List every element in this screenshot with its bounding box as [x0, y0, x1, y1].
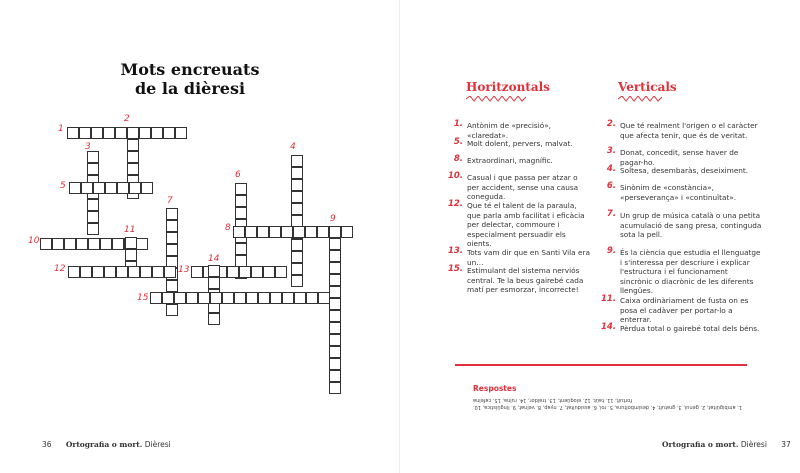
grid-cell[interactable] — [186, 292, 198, 304]
grid-number-8: 8 — [225, 223, 231, 233]
grid-cell[interactable] — [329, 334, 341, 346]
grid-cell[interactable] — [222, 292, 234, 304]
grid-number-6: 6 — [235, 170, 241, 180]
grid-cell[interactable] — [151, 127, 163, 139]
grid-cell[interactable] — [291, 239, 303, 251]
grid-cell[interactable] — [291, 203, 303, 215]
clue-horizontal-5: 5. Molt dolent, pervers, malvat. — [453, 137, 573, 148]
grid-cell[interactable] — [251, 266, 263, 278]
horizontals-underline — [466, 96, 526, 102]
grid-cell[interactable] — [208, 277, 220, 289]
grid-number-1: 1 — [58, 124, 64, 134]
grid-cell[interactable] — [116, 266, 128, 278]
page-number: 37 — [781, 440, 791, 449]
grid-cell[interactable] — [164, 266, 176, 278]
clue-vertical-4: 4. Soltesa, desembaràs, deseiximent. — [606, 164, 749, 175]
grid-cell[interactable] — [329, 322, 341, 334]
grid-cell[interactable] — [166, 220, 178, 232]
grid-cell[interactable] — [150, 292, 162, 304]
clue-vertical-6: 6. Sinònim de «constància», «perseverança» i «continuïtat». — [606, 181, 737, 202]
grid-cell[interactable] — [162, 292, 174, 304]
grid-number-11: 11 — [124, 225, 136, 235]
grid-cell[interactable] — [294, 292, 306, 304]
grid-cell[interactable] — [103, 127, 115, 139]
footer-book-title: Ortografia o mort. — [662, 440, 739, 449]
grid-cell[interactable] — [141, 182, 153, 194]
grid-cell[interactable] — [291, 179, 303, 191]
grid-cell[interactable] — [125, 249, 137, 261]
grid-cell[interactable] — [166, 304, 178, 316]
clue-horizontal-13: 13. Tots vam dir que en Santi Vila era un… — [447, 246, 590, 267]
grid-cell[interactable] — [329, 226, 341, 238]
grid-cell[interactable] — [104, 266, 116, 278]
grid-cell[interactable] — [291, 275, 303, 287]
grid-cell[interactable] — [198, 292, 210, 304]
grid-cell[interactable] — [329, 370, 341, 382]
grid-cell[interactable] — [329, 298, 341, 310]
grid-cell[interactable] — [235, 243, 247, 255]
grid-cell[interactable] — [234, 292, 246, 304]
footer-chapter: Dièresi — [740, 440, 767, 449]
clue-horizontal-15: 15. Estimulant del sistema nerviós central. Te la beus gairebé cada matí per esmorzar, incorrecte! — [447, 264, 584, 295]
grid-number-10: 10 — [28, 236, 40, 246]
horizontals-heading: Horitzontals — [466, 80, 550, 94]
grid-number-3: 3 — [85, 142, 91, 152]
grid-cell[interactable] — [112, 238, 124, 250]
grid-cell[interactable] — [79, 127, 91, 139]
grid-cell[interactable] — [317, 226, 329, 238]
grid-cell[interactable] — [291, 167, 303, 179]
grid-cell[interactable] — [166, 232, 178, 244]
grid-cell[interactable] — [341, 226, 353, 238]
grid-cell[interactable] — [105, 182, 117, 194]
grid-cell[interactable] — [174, 292, 186, 304]
clue-vertical-7: 7. Un grup de música català o una petita acumulació de sang presa, continguda sota la pell. — [606, 209, 762, 240]
grid-cell[interactable] — [68, 266, 80, 278]
title-line-2: de la dièresi — [134, 79, 246, 98]
answers-heading: Respostes — [473, 384, 517, 393]
clue-vertical-9: 9. És la ciència que estudia el llenguatge i s'interessa per descriure i explicar l'estructura i el funcionament sincrònic o diacrònic de les diferents llengües. — [606, 246, 761, 296]
grid-cell[interactable] — [67, 127, 79, 139]
grid-cell[interactable] — [88, 238, 100, 250]
grid-cell[interactable] — [115, 127, 127, 139]
clue-vertical-2: 2. Que té realment l'origen o el caràcter que afecta tenir, que és de veritat. — [606, 119, 758, 140]
grid-cell[interactable] — [76, 238, 88, 250]
grid-cell[interactable] — [81, 182, 93, 194]
footer-book-title: Ortografia o mort. — [65, 440, 143, 449]
grid-cell[interactable] — [69, 182, 81, 194]
grid-cell[interactable] — [291, 263, 303, 275]
clue-horizontal-1: 1. Antònim de «precisió», «claredat». — [453, 119, 552, 140]
grid-cell[interactable] — [291, 251, 303, 263]
grid-cell[interactable] — [306, 292, 318, 304]
grid-number-4: 4 — [290, 142, 296, 152]
verticals-heading: Verticals — [618, 80, 677, 94]
grid-cell[interactable] — [87, 211, 99, 223]
grid-cell[interactable] — [329, 274, 341, 286]
grid-cell[interactable] — [281, 226, 293, 238]
grid-number-12: 12 — [54, 264, 66, 274]
grid-cell[interactable] — [92, 266, 104, 278]
right-page — [400, 0, 800, 473]
grid-cell[interactable] — [263, 266, 275, 278]
grid-cell[interactable] — [291, 191, 303, 203]
grid-cell[interactable] — [136, 238, 148, 250]
page-number: 36 — [42, 440, 52, 449]
grid-number-14: 14 — [208, 254, 220, 264]
grid-cell[interactable] — [100, 238, 112, 250]
grid-cell[interactable] — [208, 313, 220, 325]
grid-cell[interactable] — [127, 151, 139, 163]
clue-vertical-14: 14. Pèrdua total o gairebé total dels béns. — [600, 322, 760, 333]
grid-cell[interactable] — [329, 286, 341, 298]
grid-cell[interactable] — [329, 262, 341, 274]
grid-cell[interactable] — [270, 292, 282, 304]
grid-cell[interactable] — [258, 292, 270, 304]
grid-number-9: 9 — [330, 214, 336, 224]
grid-cell[interactable] — [87, 199, 99, 211]
clue-horizontal-12: 12. Que té el talent de la paraula, que parla amb facilitat i eficàcia per delectar, commoure i especialment persuadir els oients. — [447, 199, 585, 249]
grid-cell[interactable] — [329, 358, 341, 370]
grid-cell[interactable] — [152, 266, 164, 278]
grid-cell[interactable] — [257, 226, 269, 238]
grid-number-13: 13 — [178, 265, 190, 275]
grid-cell[interactable] — [87, 223, 99, 235]
grid-cell[interactable] — [129, 182, 141, 194]
grid-cell[interactable] — [210, 292, 222, 304]
right-footer — [662, 440, 791, 449]
grid-cell[interactable] — [175, 127, 187, 139]
grid-cell[interactable] — [329, 346, 341, 358]
grid-cell[interactable] — [163, 127, 175, 139]
grid-cell[interactable] — [235, 207, 247, 219]
grid-cell[interactable] — [127, 127, 139, 139]
grid-cell[interactable] — [93, 182, 105, 194]
verticals-underline — [618, 96, 662, 102]
footer-chapter: Dièresi — [144, 440, 171, 449]
clue-vertical-11: 11. Caixa ordinàriament de fusta on es posa el cadàver per portar-lo a enterrar. — [600, 294, 749, 325]
grid-cell[interactable] — [166, 244, 178, 256]
grid-cell[interactable] — [291, 155, 303, 167]
grid-cell[interactable] — [293, 226, 305, 238]
clue-vertical-3: 3. Donat, concedit, sense haver de pagar-ho. — [606, 146, 739, 167]
left-footer — [42, 440, 171, 449]
clue-horizontal-8: 8. Extraordinari, magnífic. — [453, 154, 553, 165]
grid-cell[interactable] — [235, 183, 247, 195]
grid-cell[interactable] — [275, 266, 287, 278]
clue-horizontal-10: 10. Casual i que passa per atzar o per accident, sense una causa coneguda. — [447, 171, 579, 202]
grid-cell[interactable] — [305, 226, 317, 238]
grid-cell[interactable] — [127, 139, 139, 151]
grid-cell[interactable] — [80, 266, 92, 278]
grid-cell[interactable] — [233, 226, 245, 238]
grid-cell[interactable] — [246, 292, 258, 304]
grid-number-7: 7 — [167, 196, 173, 206]
grid-cell[interactable] — [40, 238, 52, 250]
grid-cell[interactable] — [239, 266, 251, 278]
grid-cell[interactable] — [91, 127, 103, 139]
page-title — [120, 60, 260, 98]
grid-cell[interactable] — [128, 266, 140, 278]
grid-cell[interactable] — [139, 127, 151, 139]
grid-cell[interactable] — [235, 195, 247, 207]
grid-number-2: 2 — [124, 114, 130, 124]
answers-divider — [455, 364, 747, 366]
grid-cell[interactable] — [127, 163, 139, 175]
grid-cell[interactable] — [87, 163, 99, 175]
grid-cell[interactable] — [269, 226, 281, 238]
grid-cell[interactable] — [191, 266, 203, 278]
grid-cell[interactable] — [117, 182, 129, 194]
title-line-1: Mots encreuats — [120, 60, 260, 79]
grid-cell[interactable] — [329, 238, 341, 250]
grid-cell[interactable] — [329, 250, 341, 262]
grid-cell[interactable] — [125, 237, 137, 249]
grid-cell[interactable] — [208, 265, 220, 277]
grid-number-5: 5 — [60, 181, 66, 191]
answers-upside-down: 1. ambigüitat, 2. genuí, 3. gratuït, 4. desimboltura, 5. roí, 6. assiduïtat, 7. nyap, 8. veïnat, 9. lingüística, 10. fortuït, 11. taüt, 12. eloqüent, 13. traïdor, 14. ruïna, 15. cafeïna — [473, 397, 742, 410]
grid-cell[interactable] — [140, 266, 152, 278]
grid-cell[interactable] — [166, 208, 178, 220]
grid-cell[interactable] — [227, 266, 239, 278]
grid-cell[interactable] — [282, 292, 294, 304]
grid-cell[interactable] — [64, 238, 76, 250]
grid-cell[interactable] — [52, 238, 64, 250]
grid-cell[interactable] — [87, 151, 99, 163]
grid-cell[interactable] — [329, 382, 341, 394]
grid-cell[interactable] — [245, 226, 257, 238]
grid-number-15: 15 — [137, 293, 149, 303]
grid-cell[interactable] — [329, 310, 341, 322]
grid-cell[interactable] — [318, 292, 330, 304]
grid-cell[interactable] — [166, 280, 178, 292]
